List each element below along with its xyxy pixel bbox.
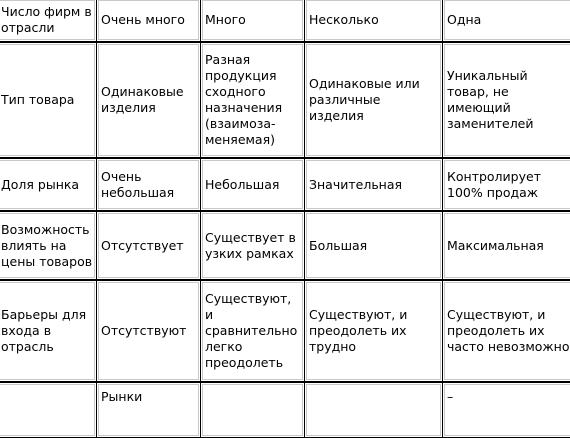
table-cell (442, 382, 570, 438)
cell-text: Одна (447, 12, 482, 27)
cell-text: Много (205, 12, 246, 27)
table-cell (304, 211, 443, 280)
table-row (0, 211, 570, 280)
table-cell (96, 280, 201, 382)
cell-text: Очень небольшая (101, 168, 175, 200)
table-cell (96, 158, 201, 211)
cell-text: Одинаковые или различные изделия (309, 76, 420, 123)
table-cell (200, 42, 305, 158)
table-cell (200, 211, 305, 280)
cell-text: – (447, 389, 454, 404)
table-cell (304, 280, 443, 382)
row-header-cell (0, 382, 97, 438)
cell-text: Несколько (309, 12, 379, 27)
table-row (0, 280, 570, 382)
cell-text: Разная продукция сходного назначения (взаимоза- меняемая) (205, 52, 283, 147)
table-cell (304, 158, 443, 211)
cell-text: Доля рынка (1, 176, 80, 192)
cell-text: Возможность влиять на цены товаров (1, 221, 93, 269)
cell-text: Тип товара (1, 92, 75, 107)
row-header-cell (0, 42, 97, 158)
table-cell (200, 280, 305, 382)
cell-text: Существуют, и сравнительно легко преодолеть (205, 291, 298, 370)
row-header-cell (0, 0, 97, 42)
row-header-cell (0, 158, 97, 211)
cell-text: Число фирм в отрасли (1, 4, 92, 35)
table-cell (442, 0, 570, 42)
table-row (0, 0, 570, 42)
cell-text: Существуют, и преодолеть их часто невозможно (447, 307, 570, 354)
cell-text: Большая (309, 237, 368, 253)
cell-text: Отсутствуют (101, 323, 187, 338)
cell-text: Существует в узких рамках (205, 229, 296, 261)
row-header-cell (0, 211, 97, 280)
table-cell (200, 0, 305, 42)
table-row (0, 382, 570, 438)
table-cell (200, 382, 305, 438)
cell-text: Очень много (101, 12, 185, 27)
cell-text: Барьеры для входа в отрасль (1, 307, 87, 354)
table-row (0, 42, 570, 158)
cell-text: Одинаковые изделия (101, 84, 184, 115)
table-row (0, 158, 570, 211)
table-cell (442, 211, 570, 280)
table-cell (442, 158, 570, 211)
cell-text: Отсутствует (101, 237, 184, 253)
table-cell (200, 158, 305, 211)
table-cell (304, 382, 443, 438)
cell-text: Максимальная (447, 237, 544, 253)
table-cell (96, 0, 201, 42)
cell-text: Уникальный товар, не имеющий заменителей (447, 68, 534, 131)
table-cell (96, 42, 201, 158)
table-cell (442, 42, 570, 158)
table-cell (304, 0, 443, 42)
cell-text: Рынки (101, 389, 143, 404)
cell-text: Небольшая (205, 176, 280, 192)
table-cell (442, 280, 570, 382)
row-header-cell (0, 280, 97, 382)
cell-text: Значительная (309, 176, 403, 192)
table-cell (96, 382, 201, 438)
table-cell (304, 42, 443, 158)
cell-text: Существуют, и преодолеть их трудно (309, 307, 408, 354)
cell-text: Контролирует 100% продаж (447, 168, 541, 200)
table-cell (96, 211, 201, 280)
